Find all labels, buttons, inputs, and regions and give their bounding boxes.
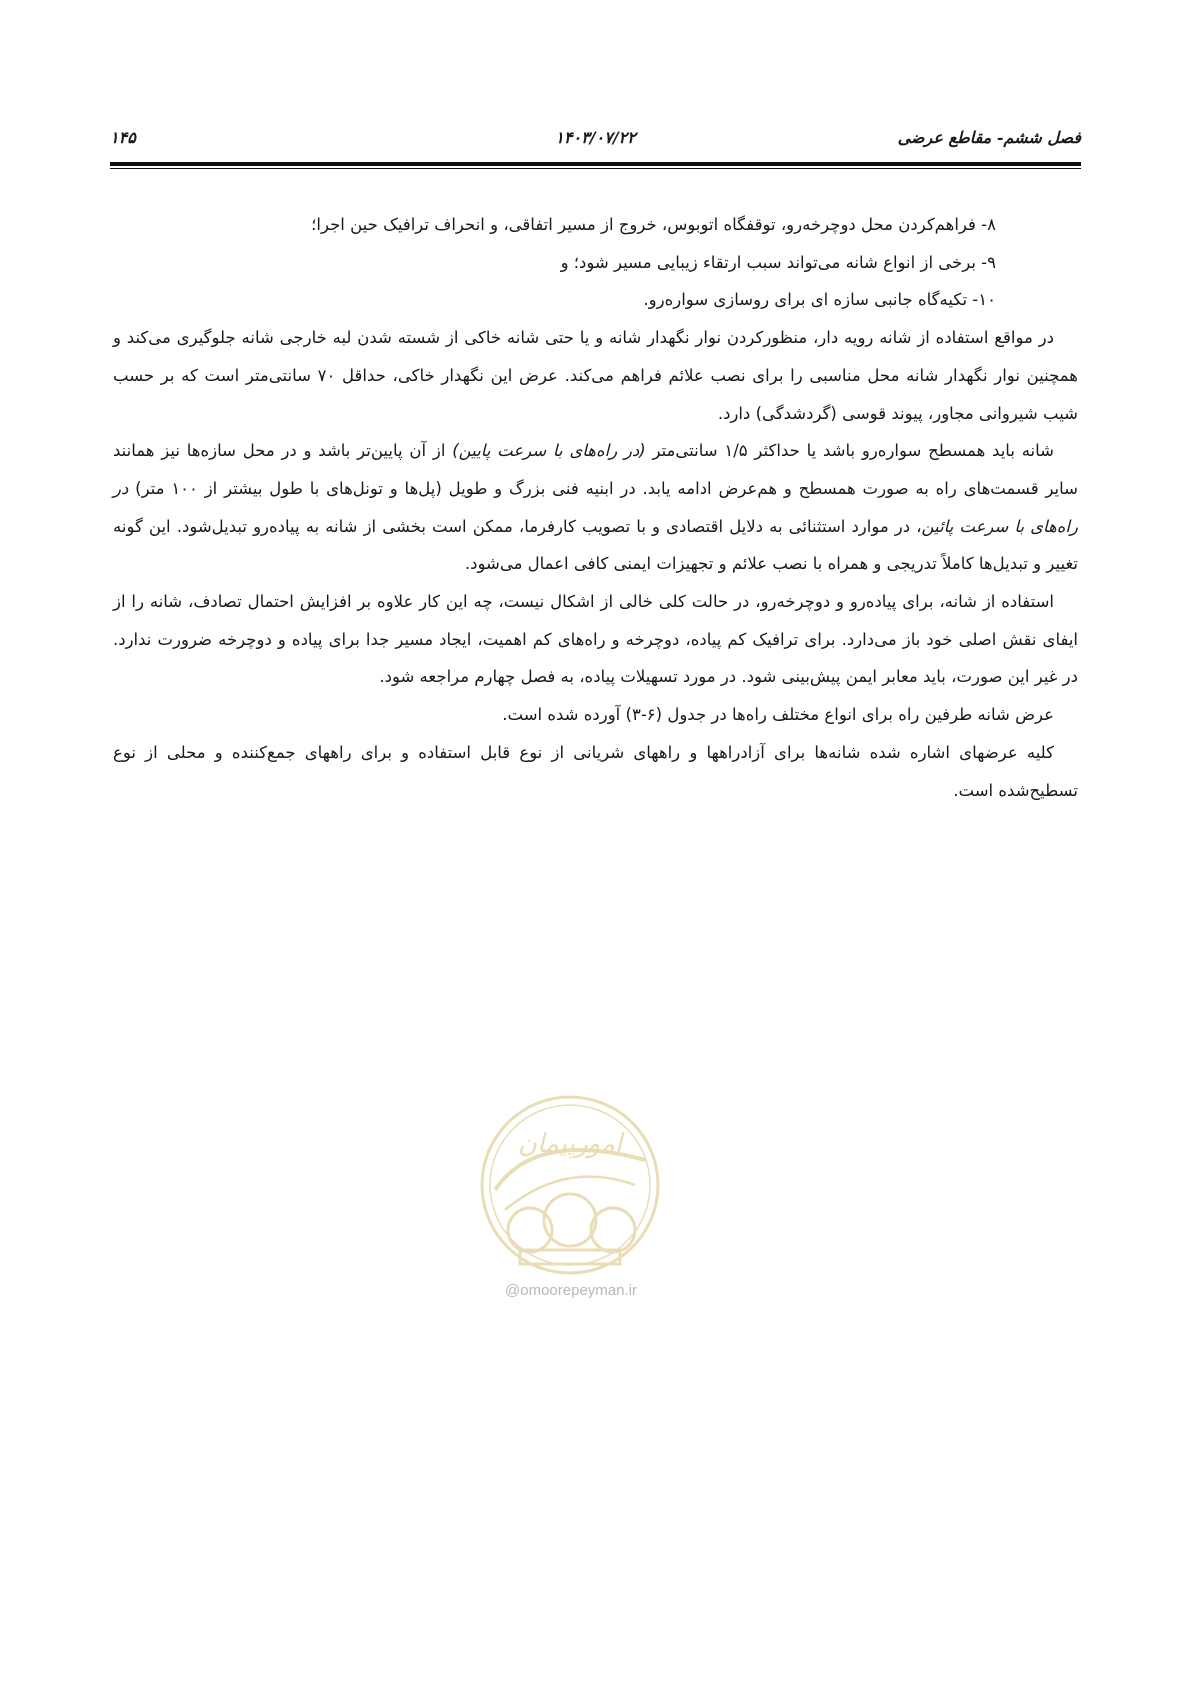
watermark-logo-text: امورپیمان (517, 1129, 623, 1159)
chapter-title: فصل ششم- مقاطع عرضی (897, 128, 1081, 147)
paragraph (113, 432, 1078, 583)
paragraph: در مواقع استفاده از شانه رویه دار، منظورکردن نوار نگهدار شانه و یا حتی شانه خاکی از شسته شدن لبه خارجی شانه جلوگیری می‌کند و همچنین نوار نگهدار شانه محل مناسبی را برای نصب علائم فراهم می‌کند. عرض این نگهدار خاکی، حداقل ۷۰ سانتی‌متر است که بر حسب شیب شیروانی مجاور، پیوند قوسی (گردشدگی) دارد. (113, 328, 1079, 423)
paragraph: کلیه عرضهای اشاره شده شانه‌ها برای آزادراهها و راههای شریانی از نوع قابل استفاده و برای راههای جمع‌کننده و محلی از نوع تسطیح‌شده است. (113, 742, 1078, 800)
watermark-url-text: omoorepeyman.ir (520, 1282, 637, 1299)
paragraph-text: از آن پایین‌تر باشد و در محل سازه‌ها نیز همانند سایر قسمت‌های راه به صورت همسطح و هم‌عرض ادامه یابد. در ابنیه فنی بزرگ و طویل (پل‌ها و تونل‌های با طول بیشتر از ۱۰۰ متر) (113, 441, 1078, 498)
page-number: ۱۴۵ (110, 128, 136, 147)
page-body (113, 206, 1078, 809)
watermark-url: @omoorepeyman.ir (505, 1282, 637, 1299)
paragraph-text: ، در موارد استثنائی به دلایل اقتصادی و با تصویب کارفرما، ممکن است بخشی از شانه به پیاده‌رو تبدیل‌شود. این گونه تغییر و تبدیل‌ها کاملاً تدریجی و همراه با نصب علائم و تجهیزات ایمنی کافی اعمال می‌شود. (113, 516, 1078, 574)
header-rule-thick (110, 162, 1081, 166)
list-item: ۱۰- تکیه‌گاه جانبی سازه ای برای روسازی سواره‌رو. (643, 290, 996, 310)
paragraph: عرض شانه طرفین راه برای انواع مختلف راه‌ها در جدول (۶-۳) آورده شده است. (502, 705, 1054, 725)
italic-note: (در راه‌های با سرعت پایین) (452, 441, 646, 461)
paragraph: استفاده از شانه، برای پیاده‌رو و دوچرخه‌رو، در حالت کلی خالی از اشکال نیست، چه این کار علاوه بر افزایش احتمال تصادف، شانه را از ایفای نقش اصلی خود باز می‌دارد. برای ترافیک کم پیاده، دوچرخه و راه‌های کم اهمیت، ایجاد مسیر جدا برای پیاده و دوچرخه ضرورت ندارد. در غیر این صورت، باید معابر ایمن پیش‌بینی شود. در مورد تسهیلات پیاده، به فصل چهارم مراجعه شود. (113, 592, 1078, 687)
page-header (110, 128, 1081, 150)
paragraph-text: شانه باید همسطح سواره‌رو باشد یا حداکثر ۱/۵ سانتی‌متر (645, 441, 1054, 461)
watermark-logo (475, 1090, 665, 1280)
list-item: ۹- برخی از انواع شانه می‌تواند سبب ارتقاء زیبایی مسیر شود؛ و (560, 252, 996, 272)
list-item: ۸- فراهم‌کردن محل دوچرخه‌رو، توقفگاه اتوبوس، خروج از مسیر اتفاقی، و انحراف ترافیک حین اجرا؛ (311, 215, 996, 234)
header-date: ۱۴۰۳/۰۷/۲۲ (555, 128, 636, 147)
italic-note: در راه‌های با سرعت پائین (113, 478, 1078, 536)
header-rule-thin (110, 168, 1081, 169)
